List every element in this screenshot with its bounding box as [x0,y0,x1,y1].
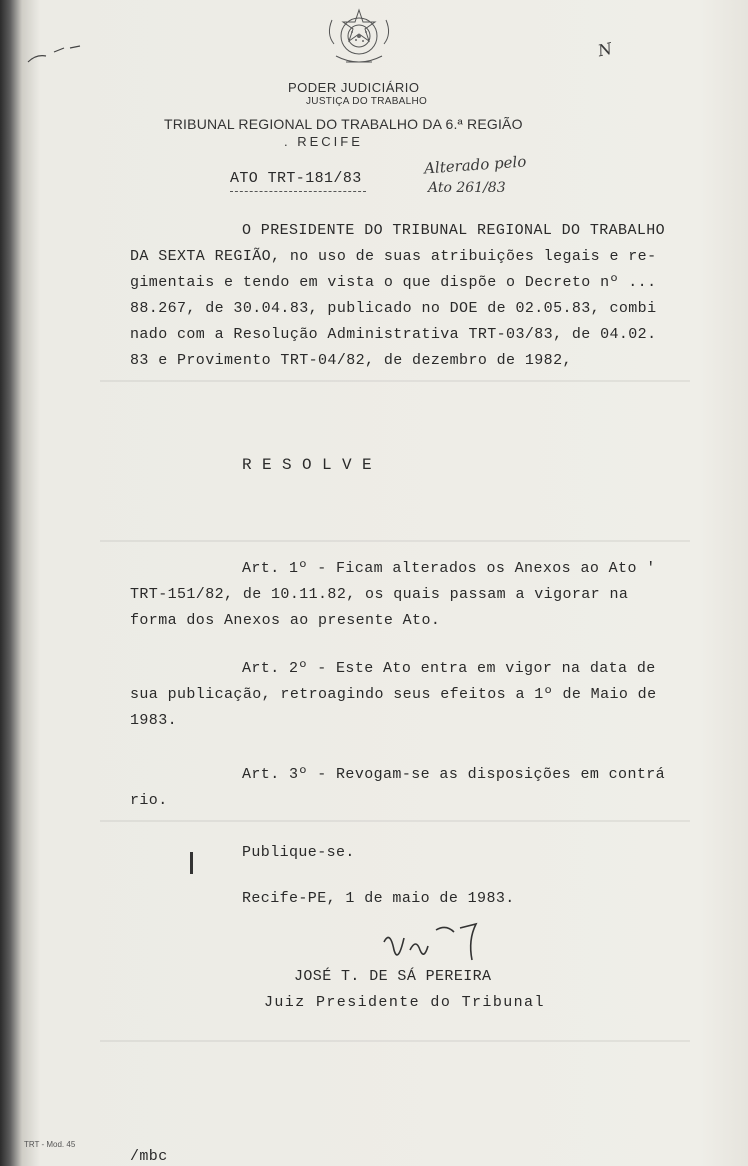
show-through-line [100,1040,690,1042]
preamble-line: 83 e Provimento TRT-04/82, de dezembro de 1982, [130,352,572,369]
preamble-line: gimentais e tendo em vista o que dispõe o Decreto nº ... [130,274,657,291]
pen-mark-icon [24,44,84,68]
preamble-line: 88.267, de 30.04.83, publicado no DOE de 02.05.83, combi [130,300,657,317]
show-through-line [100,540,690,542]
corner-handwritten-note: N [596,38,614,61]
pen-tick-mark [190,852,193,874]
preamble-line: O PRESIDENTE DO TRIBUNAL REGIONAL DO TRABALHO [242,222,666,239]
place-date-line: Recife-PE, 1 de maio de 1983. [242,890,515,907]
preamble-line: nado com a Resolução Administrativa TRT-03/83, de 04.02. [130,326,657,343]
article-1-line: TRT-151/82, de 10.11.82, os quais passam a vigorar na [130,586,629,603]
show-through-line [100,820,690,822]
coat-of-arms-seal-icon [316,4,402,74]
article-1-line: Art. 1º - Ficam alterados os Anexos ao Ato ' [242,560,656,577]
article-3-line: rio. [130,792,168,809]
handwritten-annotation-line-2: Ato 261/83 [428,180,506,196]
signature-icon [376,920,506,970]
resolve-heading: R E S O L V E [242,456,373,474]
act-number-underline [230,191,366,193]
article-1-line: forma dos Anexos ao presente Ato. [130,612,441,629]
header-line-4: . RECIFE [284,134,363,149]
show-through-line [100,380,690,382]
header-line-1: PODER JUDICIÁRIO [288,80,420,95]
signatory-title: Juiz Presidente do Tribunal [264,994,545,1011]
typist-initials: /mbc [130,1148,168,1165]
article-2-line: sua publicação, retroagindo seus efeitos a 1º de Maio de [130,686,657,703]
preamble-line: DA SEXTA REGIÃO, no uso de suas atribuições legais e re- [130,248,657,265]
form-code: TRT - Mod. 45 [24,1140,76,1149]
header-line-2: JUSTIÇA DO TRABALHO [306,96,428,107]
act-number: ATO TRT-181/83 [230,170,362,187]
article-3-line: Art. 3º - Revogam-se as disposições em contrá [242,766,666,783]
handwritten-annotation-line-1: Alterado pelo [423,152,527,178]
header-line-3: TRIBUNAL REGIONAL DO TRABALHO DA 6.ª REGIÃO [164,116,523,132]
signatory-name: JOSÉ T. DE SÁ PEREIRA [294,968,492,985]
article-2-line: 1983. [130,712,178,729]
publique-se-line: Publique-se. [242,844,355,861]
article-2-line: Art. 2º - Este Ato entra em vigor na data de [242,660,656,677]
